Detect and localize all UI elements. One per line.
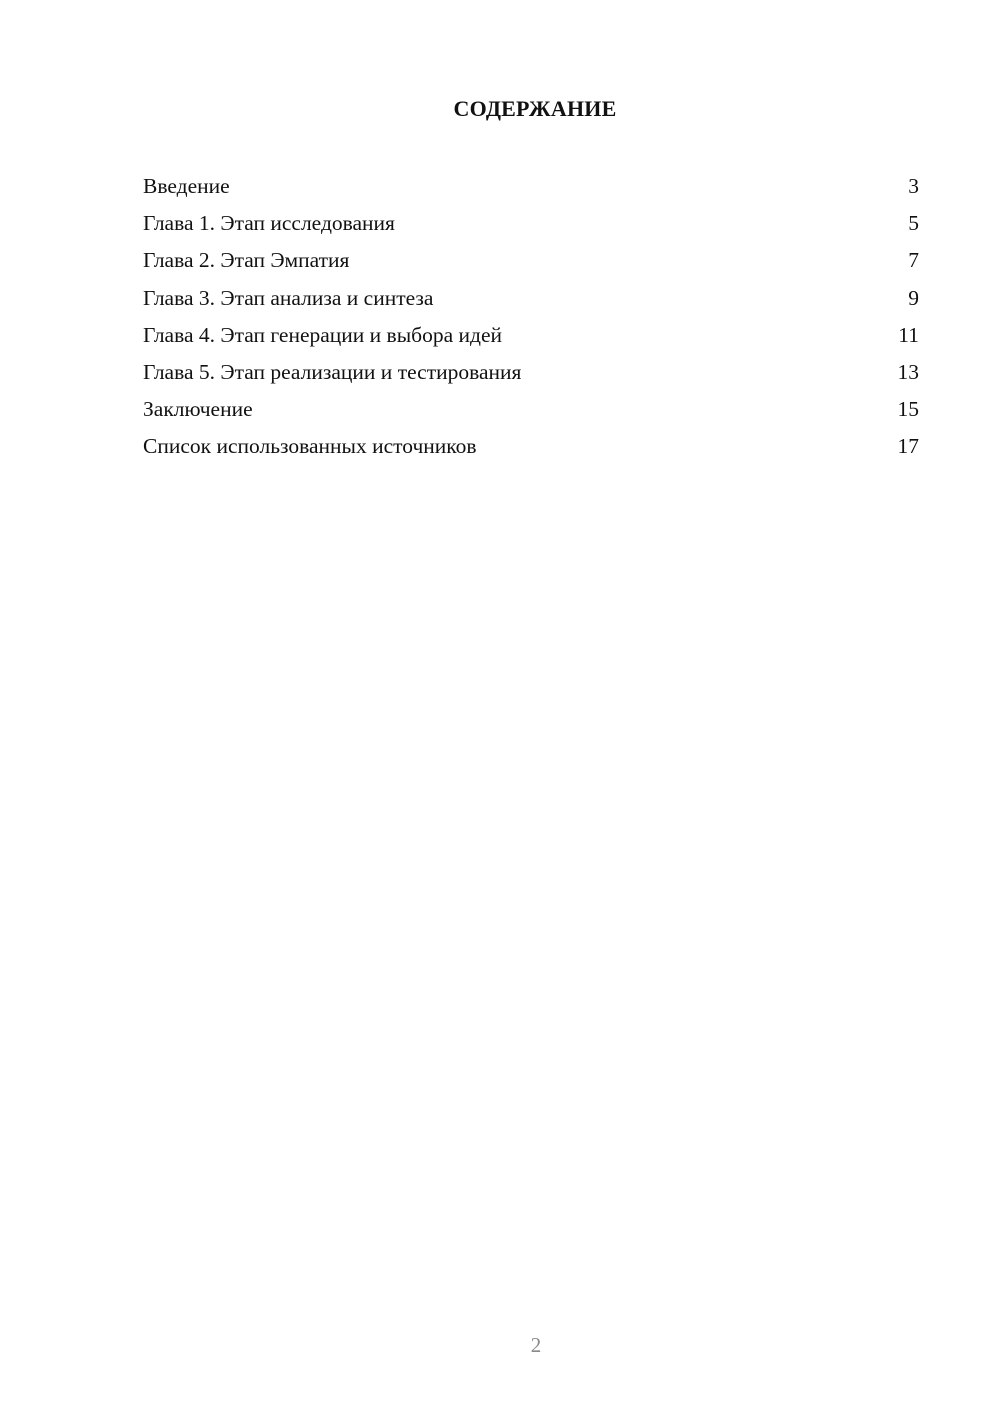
page-number: 2 [530, 1333, 542, 1357]
toc-entry-label: Заключение [143, 397, 253, 422]
toc-entry-label: Глава 3. Этап анализа и синтеза [143, 285, 434, 310]
toc-entry-page: 9 [908, 285, 919, 310]
toc-entry-label: Глава 5. Этап реализации и тестирования [143, 359, 522, 384]
toc-entry-label: Введение [143, 174, 230, 198]
toc-entry-page: 15 [897, 397, 919, 422]
toc-entry-label: Глава 1. Этап исследования [143, 211, 395, 236]
toc-entry-references [143, 428, 919, 465]
toc-entry-page: 13 [897, 359, 919, 384]
toc-entry-chapter-5 [143, 354, 919, 391]
toc-entry-page: 3 [908, 174, 919, 198]
toc-entry-page: 11 [898, 322, 919, 347]
toc-entry-chapter-4 [143, 317, 919, 354]
table-of-contents [143, 168, 919, 466]
toc-entry-label: Глава 4. Этап генерации и выбора идей [143, 322, 503, 347]
toc-entry-conclusion [143, 391, 919, 428]
toc-entry-label: Глава 2. Этап Эмпатия [143, 248, 350, 273]
toc-entry-chapter-3 [143, 280, 919, 317]
toc-entry-page: 7 [908, 248, 919, 273]
toc-entry-label: Список использованных источников [143, 434, 477, 459]
page-title: СОДЕРЖАНИЕ [453, 96, 617, 121]
toc-entry-chapter-1 [143, 205, 919, 242]
toc-entry-introduction [143, 168, 919, 205]
toc-entry-page: 5 [908, 211, 919, 236]
toc-entry-chapter-2 [143, 242, 919, 279]
toc-entry-page: 17 [897, 434, 919, 459]
